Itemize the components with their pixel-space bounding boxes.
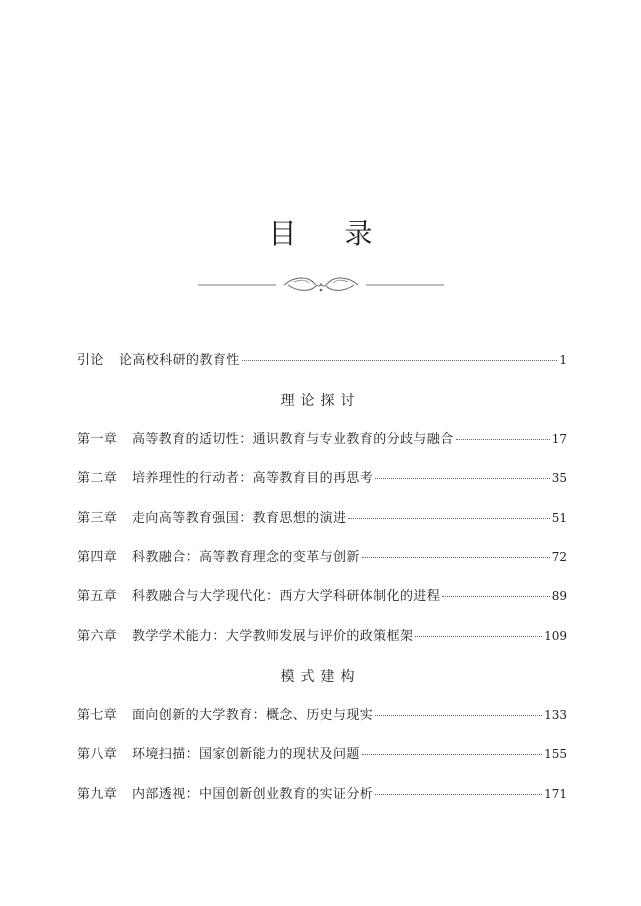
chapter-title: 高等教育的适切性：通识教育与专业教育的分歧与融合 [132, 432, 454, 447]
page-number: 171 [544, 787, 567, 801]
chapter-title: 内部透视：中国创新创业教育的实证分析 [132, 787, 374, 802]
toc-entry-chapter-2[interactable] [77, 469, 567, 488]
page-number: 17 [551, 432, 567, 446]
chapter-number: 第四章 [77, 550, 118, 565]
toc-entry-chapter-9[interactable] [77, 785, 567, 804]
dot-leader [415, 636, 542, 637]
dot-leader [242, 360, 558, 361]
chapter-title: 科教融合：高等教育理念的变革与创新 [132, 550, 360, 565]
dot-leader [362, 557, 550, 558]
toc-entry-chapter-1[interactable] [77, 430, 567, 449]
chapter-title: 教学学术能力：大学教师发展与评价的政策框架 [132, 629, 414, 644]
dot-leader [362, 754, 542, 755]
toc-entry-chapter-6[interactable] [77, 627, 567, 646]
page-number: 72 [551, 550, 567, 564]
chapter-title: 科教融合与大学现代化：西方大学科研体制化的进程 [132, 589, 441, 604]
toc-entry-chapter-4[interactable] [77, 548, 567, 567]
page-number: 133 [544, 708, 567, 722]
dot-leader [375, 478, 550, 479]
page-number: 35 [551, 471, 567, 485]
dot-leader [456, 439, 550, 440]
chapter-title: 培养理性的行动者：高等教育目的再思考 [132, 471, 374, 486]
chapter-title: 走向高等教育强国：教育思想的演进 [132, 511, 347, 526]
chapter-number: 第二章 [77, 471, 118, 486]
title-char-1: 目 [268, 217, 297, 250]
page-number: 109 [544, 629, 567, 643]
ornament-divider-icon [196, 270, 446, 300]
intro-number: 引论 [77, 353, 104, 368]
title-char-2: 录 [344, 217, 373, 250]
toc-entry-chapter-8[interactable] [77, 745, 567, 764]
chapter-number: 第六章 [77, 629, 118, 644]
chapter-number: 第一章 [77, 432, 118, 447]
dot-leader [442, 596, 550, 597]
section-heading-model: 模式建构 [280, 669, 361, 685]
page-number: 155 [544, 747, 567, 761]
toc-entry-chapter-7[interactable] [77, 706, 567, 725]
dot-leader [375, 794, 542, 795]
section-heading-theory: 理论探讨 [280, 393, 361, 409]
toc-entry-chapter-3[interactable] [77, 509, 567, 528]
dot-leader [348, 518, 549, 519]
chapter-number: 第三章 [77, 511, 118, 526]
toc-entry-chapter-5[interactable] [77, 587, 567, 606]
chapter-number: 第八章 [77, 747, 118, 762]
chapter-number: 第九章 [77, 787, 118, 802]
page-title [0, 212, 641, 252]
intro-title: 论高校科研的教育性 [119, 353, 240, 368]
page-number: 51 [551, 511, 567, 525]
chapter-title: 环境扫描：国家创新能力的现状及问题 [132, 747, 360, 762]
toc-entry-intro[interactable] [77, 351, 567, 370]
page-number: 1 [559, 353, 567, 367]
page-number: 89 [551, 589, 567, 603]
chapter-number: 第七章 [77, 708, 118, 723]
chapter-number: 第五章 [77, 589, 118, 604]
dot-leader [375, 715, 542, 716]
chapter-title: 面向创新的大学教育：概念、历史与现实 [132, 708, 374, 723]
